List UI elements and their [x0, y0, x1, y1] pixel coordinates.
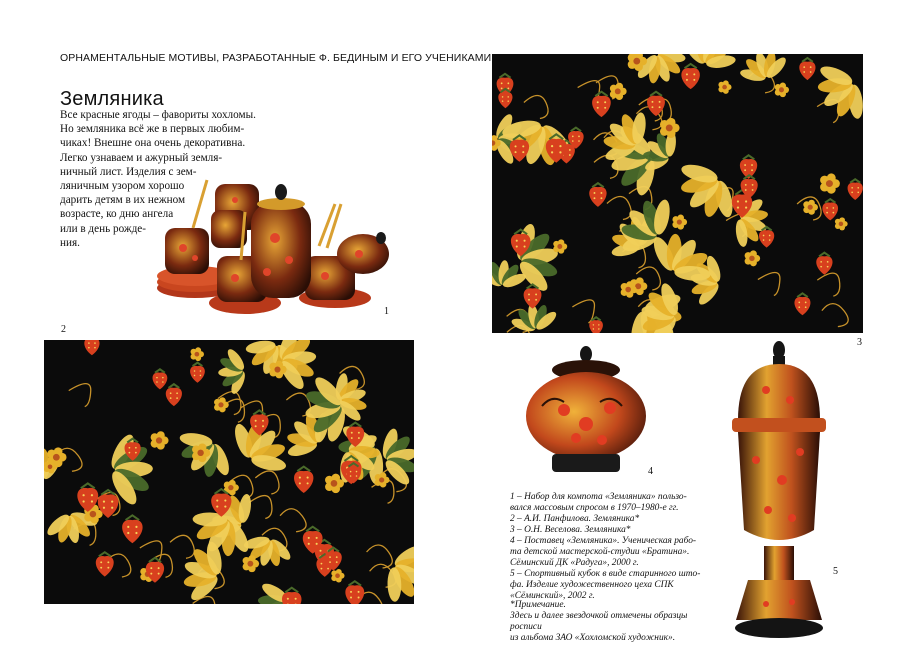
intro-line: ляничным узором хорошо [60, 180, 185, 193]
caption-line: вался массовым спросом в 1970–1980-е гг. [510, 503, 679, 513]
caption-line: та детской мастерской-студии «Братина». [510, 547, 690, 557]
note-line: *Примечание. [510, 600, 566, 610]
intro-line: дарить детям в их нежном [60, 194, 186, 207]
ornament-illustration [44, 340, 414, 604]
figure-compote-set [155, 168, 395, 318]
intro-line: возрасте, ко дню ангела [60, 208, 174, 221]
intro-line: чиках! Внешне она очень декоративна. [60, 137, 246, 150]
figure-number-5: 5 [833, 566, 838, 577]
intro-line: Но земляника всё же в первых любим- [60, 123, 245, 136]
caption-line: 5 – Спортивный кубок в виде старинного што- [510, 569, 701, 579]
ornament-panel-2 [44, 340, 414, 604]
caption-line: 3 – О.Н. Веселова. Земляника* [510, 525, 631, 535]
figure-trophy [726, 340, 832, 646]
intro-line: ния. [60, 236, 80, 249]
figure-number-2: 2 [61, 324, 66, 335]
figure-captions [510, 492, 725, 602]
note-line: Здесь и далее звездочкой отмечены образцы росписи [510, 611, 688, 632]
intro-line: ничный лист. Изделия с зем- [60, 165, 197, 178]
intro-line: Все красные ягоды – фавориты хохломы. [60, 109, 256, 121]
figure-number-1: 1 [384, 306, 389, 317]
section-title: Земляника [60, 88, 164, 110]
intro-line: или в день рожде- [60, 222, 146, 235]
figure-number-3: 3 [857, 337, 862, 348]
caption-line: «Сёминский», 2002 г. [510, 591, 595, 601]
caption-line: Сёминский ДК «Радуга», 2000 г. [510, 558, 639, 568]
footnote [510, 600, 710, 644]
note-line: из альбома ЗАО «Хохломской художник». [510, 633, 676, 643]
trophy-illustration [726, 340, 832, 646]
running-head: ОРНАМЕНТАЛЬНЫЕ МОТИВЫ, РАЗРАБОТАННЫЕ Ф. БЕДИНЫМ И ЕГО УЧЕНИКАМИ [60, 52, 492, 64]
ornament-panel-3 [492, 54, 863, 333]
figure-number-4: 4 [648, 466, 653, 477]
compote-set-illustration [155, 168, 395, 318]
intro-line: Легко узнаваем и ажурный земля- [60, 151, 223, 164]
caption-line: 4 – Поставец «Земляника». Ученическая рабо- [510, 536, 697, 546]
figure-bowl [522, 346, 647, 478]
bowl-illustration [522, 346, 647, 478]
caption-line: 2 – А.И. Панфилова. Земляника* [510, 514, 640, 524]
ornament-illustration [492, 54, 863, 333]
caption-line: фа. Изделие художественного цеха СПК [510, 580, 674, 590]
caption-line: 1 – Набор для компота «Земляника» пользо- [510, 492, 687, 502]
